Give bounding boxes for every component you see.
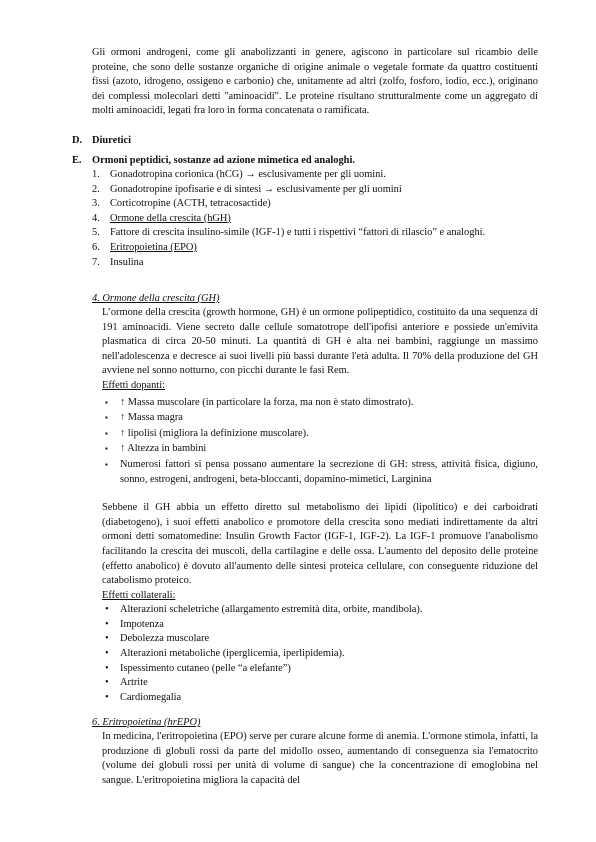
list-text: Corticotropine (ACTH, tetracosactide) bbox=[110, 198, 271, 210]
list-text: Insulina bbox=[110, 256, 144, 268]
section-e bbox=[72, 154, 542, 169]
section-d-title: Diuretici bbox=[92, 135, 132, 146]
list-text: Numerosi fattori si pensa possano aumentare la secrezione di GH: stress, attività fisica, digiuno, sonno, estrogeni, androgeni, beta-bloccanti, dopamino-mimetici, Larginina bbox=[120, 458, 538, 485]
side-effects-list bbox=[102, 603, 538, 705]
section-e-title: Ormoni peptidici, sostanze ad azione mimetica ed analoghi. bbox=[92, 155, 355, 166]
side-effects-label: Effetti collaterali: bbox=[102, 589, 176, 601]
bullet-icon: • bbox=[105, 633, 109, 645]
doping-effects-label: Effetti dopanti: bbox=[102, 379, 166, 391]
list-number: 1. bbox=[92, 169, 100, 180]
section-e-list bbox=[92, 168, 538, 270]
list-text: Artrite bbox=[120, 677, 148, 689]
bullet-icon: • bbox=[105, 618, 109, 630]
list-text: ↑ Massa magra bbox=[120, 412, 183, 424]
list-text: Alterazioni scheletriche (allargamento estremità dita, orbite, mandibola). bbox=[120, 604, 423, 616]
list-number: 3. bbox=[92, 198, 100, 210]
bullet-icon: • bbox=[105, 677, 109, 689]
bullet-icon: ▪ bbox=[105, 459, 108, 469]
bullet-icon: • bbox=[105, 691, 109, 703]
list-text: Ispessimento cutaneo (pelle “a elefante”) bbox=[120, 662, 291, 674]
list-number: 2. bbox=[92, 183, 100, 195]
list-item bbox=[102, 632, 538, 647]
list-item bbox=[92, 168, 538, 183]
section-d-letter: D. bbox=[72, 135, 83, 146]
bullet-icon: ▪ bbox=[105, 428, 108, 438]
epo-heading-text: 6. Eritropoietina (hrEPO) bbox=[92, 717, 201, 728]
list-text: Alterazioni metaboliche (iperglicemia, iperlipidemia). bbox=[120, 648, 345, 660]
list-text: Eritropoietina (EPO) bbox=[110, 241, 197, 253]
list-item bbox=[92, 183, 538, 198]
list-text: ↑ Altezza in bambini bbox=[120, 443, 207, 455]
list-text: Gonadotropine ipofisarie e di sintesi → esclusivamente per gli uomini bbox=[110, 183, 402, 195]
list-item bbox=[102, 427, 538, 442]
list-text: ↑ Massa muscolare (in particolare la forza, ma non è stato dimostrato). bbox=[120, 396, 414, 408]
list-number: 4. bbox=[92, 212, 100, 224]
list-item bbox=[102, 618, 538, 633]
gh-paragraph-2: Sebbene il GH abbia un effetto diretto sul metabolismo dei lipidi (lipolitico) e dei carboidrati (diabetogeno), i suoi effetti anabolico e promotore della crescita sono mediati indirettamente da altri ormoni detti somatomedine: Insulin Growth Factor (IGF-1, IGF-2). La IGF-1 promuove l'anabolismo facilitando la crescita dei muscoli, della cartilagine e delle ossa. L'aumento del deposito delle proteine (effetto anabolico) è dovuto all'aumento delle sintesi proteica cellulare, con conseguente riduzione del catabolismo proteico. bbox=[102, 502, 538, 587]
list-number: 7. bbox=[92, 256, 100, 268]
list-item bbox=[102, 603, 538, 618]
list-number: 5. bbox=[92, 227, 100, 239]
list-item bbox=[92, 226, 538, 241]
list-item bbox=[102, 458, 538, 487]
list-item bbox=[102, 442, 538, 457]
list-text: Impotenza bbox=[120, 618, 164, 630]
epo-paragraph: In medicina, l'eritropoietina (EPO) serve per curare alcune forme di anemia. L'ormone stimola, infatti, la produzione di globuli rossi da parte del midollo osseo, aumentando di conseguenza sia l'ematocrito (volume dei globuli rossi per unità di volume di sangue) che la concentrazione di emoglobina nel sangue. L'eritropoietina migliora la capacità del bbox=[102, 731, 538, 786]
bullet-icon: ▪ bbox=[105, 397, 108, 407]
section-e-letter: E. bbox=[72, 155, 82, 166]
intro-paragraph: Gli ormoni androgeni, come gli anabolizzanti in genere, agiscono in particolare sul ricambio delle proteine, che sono delle sostanze organiche di origine animale o vegetale formate da quattro costituenti fissi (azoto, idrogeno, ossigeno e carbonio) che, unitamente ad altri (zolfo, fosforo, iodio, ecc.), originano dei complessi molecolari detti "aminoacidi". Le proteine risultano strutturalmente come un aggregato di molti aminoacidi, legati fra loro in forma concatenata o ramificata. bbox=[92, 47, 538, 117]
list-text: Ormone della crescita (hGH) bbox=[110, 212, 231, 224]
list-text: Fattore di crescita insulino-simile (IGF-1) e tutti i rispettivi “fattori di rilascio” e analoghi. bbox=[110, 227, 486, 239]
gh-heading-text: 4. Ormone della crescita (GH) bbox=[92, 293, 220, 304]
bullet-icon: ▪ bbox=[105, 413, 108, 423]
gh-section bbox=[102, 306, 538, 705]
list-item bbox=[102, 411, 538, 426]
gh-paragraph-1: L’ormone della crescita (growth hormone, GH) è un ormone polipeptidico, costituito da una sequenza di 191 aminoacidi. Viene secreto dalle cellule somatotrope dell'ipofisi anteriore e possiede un'emivita plasmatica di circa 20-50 minuti. La quantità di GH è alta nei bambini, raggiunge un massimo nell'adolescenza e decresce ai suoi livelli più bassi durante l'età adulta. Il 70% della produzione del GH avviene nel sonno notturno, con picchi durante le fasi Rem. bbox=[102, 307, 538, 377]
list-item bbox=[102, 691, 538, 706]
doping-effects-list bbox=[102, 396, 538, 488]
bullet-icon: • bbox=[105, 662, 109, 674]
list-number: 6. bbox=[92, 241, 100, 253]
bullet-icon: • bbox=[105, 604, 109, 616]
bullet-icon: ▪ bbox=[105, 444, 108, 454]
list-item bbox=[92, 212, 538, 227]
list-item bbox=[92, 197, 538, 212]
gh-heading bbox=[92, 292, 538, 307]
epo-heading bbox=[92, 716, 538, 731]
list-item bbox=[92, 256, 538, 271]
list-item bbox=[102, 396, 538, 411]
list-text: Debolezza muscolare bbox=[120, 633, 210, 645]
list-text: ↑ lipolisi (migliora la definizione muscolare). bbox=[120, 427, 309, 439]
list-item bbox=[102, 647, 538, 662]
section-d bbox=[72, 134, 542, 149]
list-item bbox=[102, 662, 538, 677]
bullet-icon: • bbox=[105, 648, 109, 660]
list-text: Cardiomegalia bbox=[120, 691, 182, 703]
list-item bbox=[92, 241, 538, 256]
list-text: Gonadotropina corionica (hCG) → esclusivamente per gli uomini. bbox=[110, 169, 386, 180]
list-item bbox=[102, 676, 538, 691]
